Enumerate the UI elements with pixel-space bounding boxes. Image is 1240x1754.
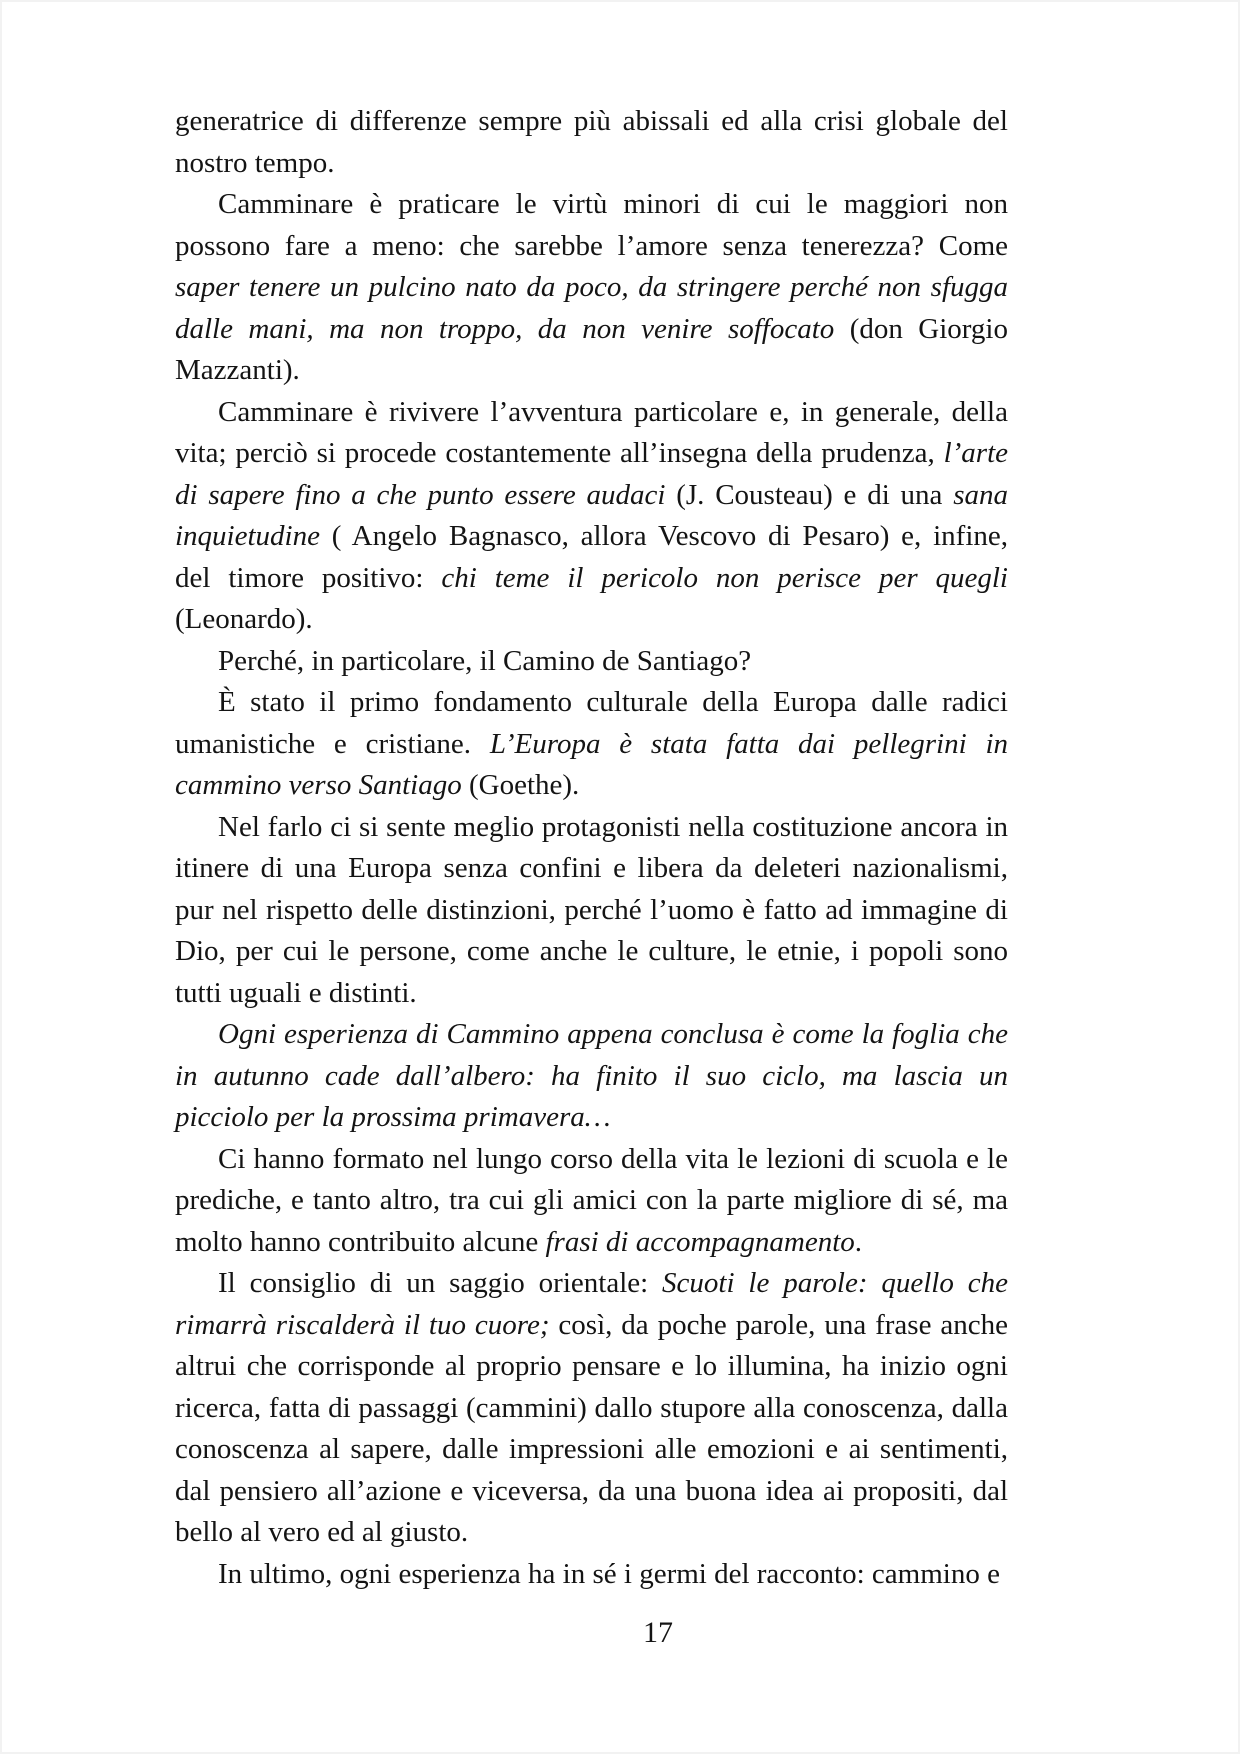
- paragraph: [175, 682, 1008, 807]
- body-text-run: (don Giorgio Mazzanti).: [175, 312, 1008, 386]
- body-text-run: Ci hanno formato nel lungo corso della vita le lezioni di scuola e le prediche, e tanto altro, tra cui gli amici con la parte migliore di sé, ma molto hanno contribuito alcune: [175, 1142, 1008, 1258]
- body-text-run: Il consiglio di un saggio orientale:: [218, 1267, 663, 1299]
- paragraph: [175, 392, 1008, 641]
- italic-text-run: sana inquietudine: [175, 478, 1008, 552]
- body-text-run: così, da poche parole, una frase anche altrui che corrisponde al proprio pensare e lo illumina, ha inizio ogni ricerca, fatta di passaggi (cammini) dallo stupore alla conoscenza, dalla conoscenza al sapere, dalle impressioni alle emozioni e ai sentimenti, dal pensiero all’azione e viceversa, da una buona idea ai propositi, dal bello al vero ed al giusto.: [175, 1308, 1008, 1548]
- body-text-run: Camminare è rivivere l’avventura particolare e, in generale, della vita; perciò si procede costantemente all’insegna della prudenza,: [175, 395, 1008, 469]
- italic-text-run: L’Europa è stata fatta dai pellegrini in cammino verso Santiago: [175, 727, 1008, 801]
- body-text-run: (Goethe).: [469, 769, 580, 801]
- body-text-run: In ultimo, ogni esperienza ha in sé i germi del racconto: cammino e: [218, 1557, 1000, 1590]
- body-text-run: generatrice di differenze sempre più abissali ed alla crisi globale del nostro tempo.: [175, 105, 1008, 179]
- body-text-run: (Leonardo).: [175, 603, 313, 635]
- paragraph: [175, 184, 1008, 392]
- text-block: [175, 101, 1008, 1595]
- paragraph: [175, 1139, 1008, 1264]
- italic-text-run: Scuoti le parole: quello che rimarrà riscalderà il tuo cuore;: [175, 1267, 1008, 1341]
- italic-text-run: frasi di accompagnamento: [545, 1225, 855, 1258]
- italic-text-run: chi teme il pericolo non perisce per quegli: [441, 561, 1008, 594]
- paragraph: [175, 641, 1008, 683]
- italic-text-run: Ogni esperienza di Cammino appena conclusa è come la foglia che in autunno cade dall’albero: ha finito il suo ciclo, ma lascia un picciolo per la prossima primavera…: [175, 1018, 1008, 1133]
- body-text-run: Nel farlo ci si sente meglio protagonisti nella costituzione ancora in itinere di una Europa senza confini e libera da deleteri nazionalismi, pur nel rispetto delle distinzioni, perché l’uomo è fatto ad immagine di Dio, per cui le persone, come anche le culture, le etnie, i popoli sono tutti uguali e distinti.: [175, 810, 1008, 1009]
- body-text-run: Camminare è praticare le virtù minori di cui le maggiori non possono fare a meno: che sarebbe l’amore senza tenerezza? Come: [175, 188, 1008, 262]
- paragraph: [175, 101, 1008, 184]
- body-text-run: .: [854, 1225, 863, 1258]
- body-text-run: Perché, in particolare, il Camino de Santiago?: [218, 644, 752, 677]
- paragraph: [175, 1263, 1008, 1554]
- italic-text-run: l’arte di sapere fino a che punto essere audaci: [175, 437, 1008, 511]
- body-text-run: ( Angelo Bagnasco, allora Vescovo di Pesaro) e, infine, del timore positivo:: [175, 520, 1008, 594]
- paragraph: [175, 1014, 1008, 1139]
- paragraph: [175, 1554, 1008, 1596]
- italic-text-run: saper tenere un pulcino nato da poco, da stringere perché non sfugga dalle mani, ma non troppo, da non venire soffocato: [175, 271, 1008, 345]
- body-text-run: È stato il primo fondamento culturale della Europa dalle radici umanistiche e cristiane.: [175, 686, 1008, 760]
- body-text-run: (J. Cousteau) e di una: [676, 478, 954, 511]
- paragraph: [175, 807, 1008, 1015]
- page-number: 17: [643, 1616, 673, 1649]
